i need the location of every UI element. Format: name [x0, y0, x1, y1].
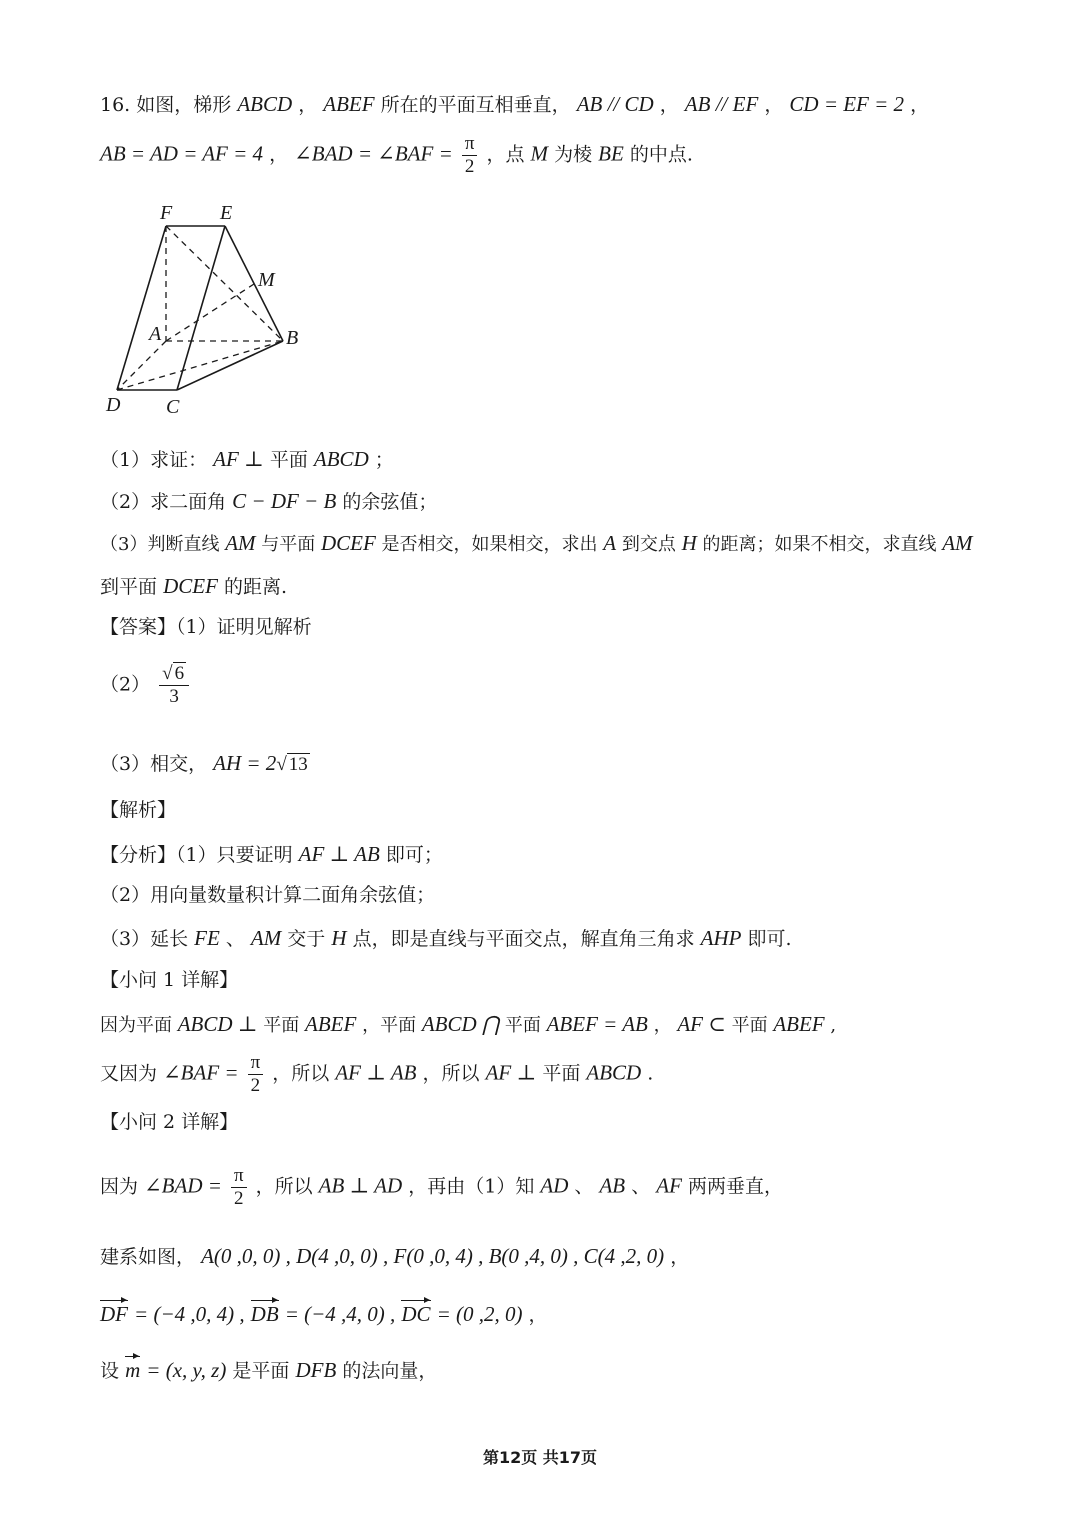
math: AH = 2	[213, 751, 277, 775]
math: AF	[656, 1173, 682, 1198]
text: 的距离；如果不相交，求直线	[702, 534, 937, 555]
radicand: 13	[288, 754, 308, 775]
math: = (−4 ,0, 4) ,	[134, 1302, 245, 1326]
text: 因为平面	[100, 1015, 172, 1036]
question-3-line-2	[100, 574, 287, 599]
sub1-line-1	[100, 1012, 836, 1037]
label-B: B	[286, 327, 299, 349]
edge-CB	[177, 341, 283, 390]
fraction	[159, 663, 189, 708]
math: AD	[540, 1173, 569, 1198]
text: 两两垂直，	[687, 1175, 783, 1198]
text: ，	[910, 94, 930, 116]
text: 与平面	[261, 534, 316, 555]
edge-AM	[166, 284, 254, 341]
math: C − DF − B	[232, 489, 337, 513]
question-2	[100, 489, 437, 514]
edge-EC	[177, 226, 225, 390]
math: A(0 ,0, 0) , D(4 ,0, 0) , F(0 ,0, 4) , B(0 ,4, 0) , C(4 ,2, 0)	[201, 1244, 665, 1268]
text: （1）求证：	[100, 449, 208, 471]
text: ，	[298, 94, 318, 116]
sub2-label: 【小问 2 详解】	[100, 1111, 239, 1133]
math: H	[331, 926, 347, 950]
label-C: C	[166, 396, 180, 418]
math: ∠BAD =	[144, 1173, 222, 1198]
math: = (−4 ,4, 0) ,	[284, 1302, 396, 1326]
text: ，再由（1）知	[408, 1175, 535, 1198]
text: 到交点	[621, 534, 676, 555]
math: = (0 ,2, 0)	[436, 1302, 523, 1326]
math: AB // EF	[684, 92, 759, 116]
text: 即可；	[385, 844, 443, 866]
problem-number: 16.	[100, 94, 131, 116]
text: ，所以	[255, 1175, 313, 1198]
fraction	[231, 1165, 247, 1210]
text: .	[647, 1062, 654, 1085]
text: （1）证明见解析	[176, 616, 312, 638]
text: 的中点.	[629, 143, 693, 166]
sub1-label: 【小问 1 详解】	[100, 969, 239, 991]
sub1-line-2	[100, 1052, 653, 1097]
math: AM	[250, 926, 282, 950]
math: ∠BAF =	[163, 1060, 239, 1085]
numerator: π	[462, 133, 478, 156]
math: A	[603, 531, 617, 555]
text: ，	[670, 1246, 690, 1268]
math: ABEF = AB	[546, 1012, 648, 1036]
math: ABEF	[305, 1012, 357, 1036]
label-A: A	[149, 323, 162, 345]
question-3-line-1	[100, 531, 973, 556]
label-M: M	[258, 269, 275, 291]
text: 、	[574, 1175, 594, 1198]
text: 交于	[287, 928, 326, 950]
math: ABCD	[313, 447, 369, 471]
text: 到平面	[100, 576, 158, 598]
answer-line-2	[100, 663, 192, 708]
sub2-line-4	[100, 1358, 437, 1383]
denominator: 2	[250, 1074, 261, 1096]
answer-label: 【答案】	[100, 616, 177, 638]
math: AB	[599, 1173, 626, 1198]
math: H	[681, 531, 697, 555]
text: 为棱	[554, 143, 593, 166]
text: ,	[830, 1015, 837, 1036]
radicand: 6	[174, 663, 185, 684]
text: ，	[528, 1304, 548, 1326]
vector-DB: DB	[250, 1302, 279, 1326]
denominator: 3	[169, 685, 179, 707]
text: 如图，梯形	[136, 94, 232, 116]
page-footer: 第12页 共17页	[482, 1448, 598, 1467]
label-F: F	[160, 202, 173, 224]
text: （2）求二面角	[100, 491, 227, 513]
math: ABCD	[237, 92, 293, 116]
text: 平面	[504, 1015, 541, 1036]
denominator: 2	[464, 155, 475, 177]
vector-DC: DC	[401, 1302, 431, 1326]
answer-line-1	[100, 616, 312, 639]
analysis-line-2: （2）用向量数量积计算二面角余弦值；	[100, 884, 436, 906]
math: CD = EF = 2	[789, 92, 905, 116]
geometry-figure	[100, 198, 320, 420]
text: 平面	[263, 1015, 300, 1036]
math: ABCD	[586, 1060, 642, 1085]
text: 的距离.	[223, 576, 287, 598]
math: ∠BAD = ∠BAF =	[294, 141, 453, 166]
text: 平面	[542, 1062, 581, 1085]
sub2-line-1	[100, 1165, 783, 1210]
text: （2）	[100, 673, 151, 696]
question-1	[100, 447, 394, 472]
answer-line-3	[100, 751, 310, 777]
math: AM	[942, 531, 973, 555]
text: ，	[764, 94, 784, 116]
math: AHP	[700, 926, 742, 950]
label-D: D	[106, 394, 121, 416]
math: AF ⊥ AB	[335, 1060, 417, 1085]
text: ，所以	[422, 1062, 480, 1085]
math: ABEF	[323, 92, 375, 116]
math: ABEF	[773, 1012, 825, 1036]
analysis-label: 【解析】	[100, 799, 177, 821]
fraction	[248, 1052, 264, 1097]
label-E: E	[220, 202, 233, 224]
text: 即可.	[747, 928, 792, 950]
text: 设	[100, 1360, 120, 1382]
math: ABCD ⊥	[177, 1012, 258, 1036]
text: ，	[653, 1015, 672, 1036]
math: ABCD ⋂	[421, 1012, 500, 1036]
math: AF ⊥ AB	[298, 842, 380, 866]
vector-m: m	[125, 1358, 141, 1382]
text: （3）相交，	[100, 753, 208, 775]
numerator: √ 6	[159, 663, 189, 686]
text: ，平面	[362, 1015, 417, 1036]
text: ，	[269, 143, 289, 166]
text: 【分析】	[100, 844, 177, 866]
math: AF ⊥	[213, 447, 264, 471]
analysis-line-3	[100, 926, 792, 951]
math: DCEF	[163, 574, 218, 598]
fraction	[462, 133, 478, 178]
text: 平面	[731, 1015, 768, 1036]
math: M	[530, 141, 549, 166]
math: FE	[194, 926, 220, 950]
text: ；	[374, 449, 394, 471]
vector-DF: DF	[100, 1302, 128, 1326]
text: （3）判断直线	[100, 534, 220, 555]
text: 、	[225, 928, 245, 950]
text: ，	[659, 94, 679, 116]
text: （1）只要证明	[176, 844, 293, 866]
text: 所在的平面互相垂直，	[380, 94, 571, 116]
numerator: π	[248, 1052, 264, 1075]
math: AM	[225, 531, 256, 555]
text: 平面	[269, 449, 308, 471]
numerator: π	[231, 1165, 247, 1188]
math: = (x, y, z)	[146, 1358, 227, 1382]
problem-line-2	[100, 133, 693, 178]
text: 是否相交，如果相交，求出	[381, 534, 598, 555]
sub2-line-3	[100, 1302, 548, 1327]
math: BE	[598, 141, 624, 166]
denominator: 2	[234, 1187, 244, 1209]
text: ，点	[486, 143, 525, 166]
text: 又因为	[100, 1062, 158, 1085]
math: DCEF	[320, 531, 376, 555]
text: 的法向量，	[342, 1360, 438, 1382]
problem-line-1	[100, 92, 929, 117]
analysis-line-1	[100, 842, 443, 867]
text: 是平面	[232, 1360, 290, 1382]
math: AF ⊥	[485, 1060, 537, 1085]
sub2-line-2	[100, 1244, 689, 1269]
text: 、	[631, 1175, 651, 1198]
math: AB = AD = AF = 4	[100, 141, 264, 166]
text: 的余弦值；	[342, 491, 438, 513]
text: 建系如图，	[100, 1246, 196, 1268]
math: AB // CD	[576, 92, 654, 116]
text: 因为	[100, 1175, 139, 1198]
math: AB ⊥ AD	[318, 1173, 403, 1198]
text: 点，即是直线与平面交点，解直角三角求	[352, 928, 695, 950]
text: （3）延长	[100, 928, 189, 950]
sqrt: √ 13	[276, 754, 308, 775]
math: DFB	[295, 1358, 337, 1382]
math: AF ⊂	[677, 1012, 726, 1036]
text: ，所以	[272, 1062, 330, 1085]
